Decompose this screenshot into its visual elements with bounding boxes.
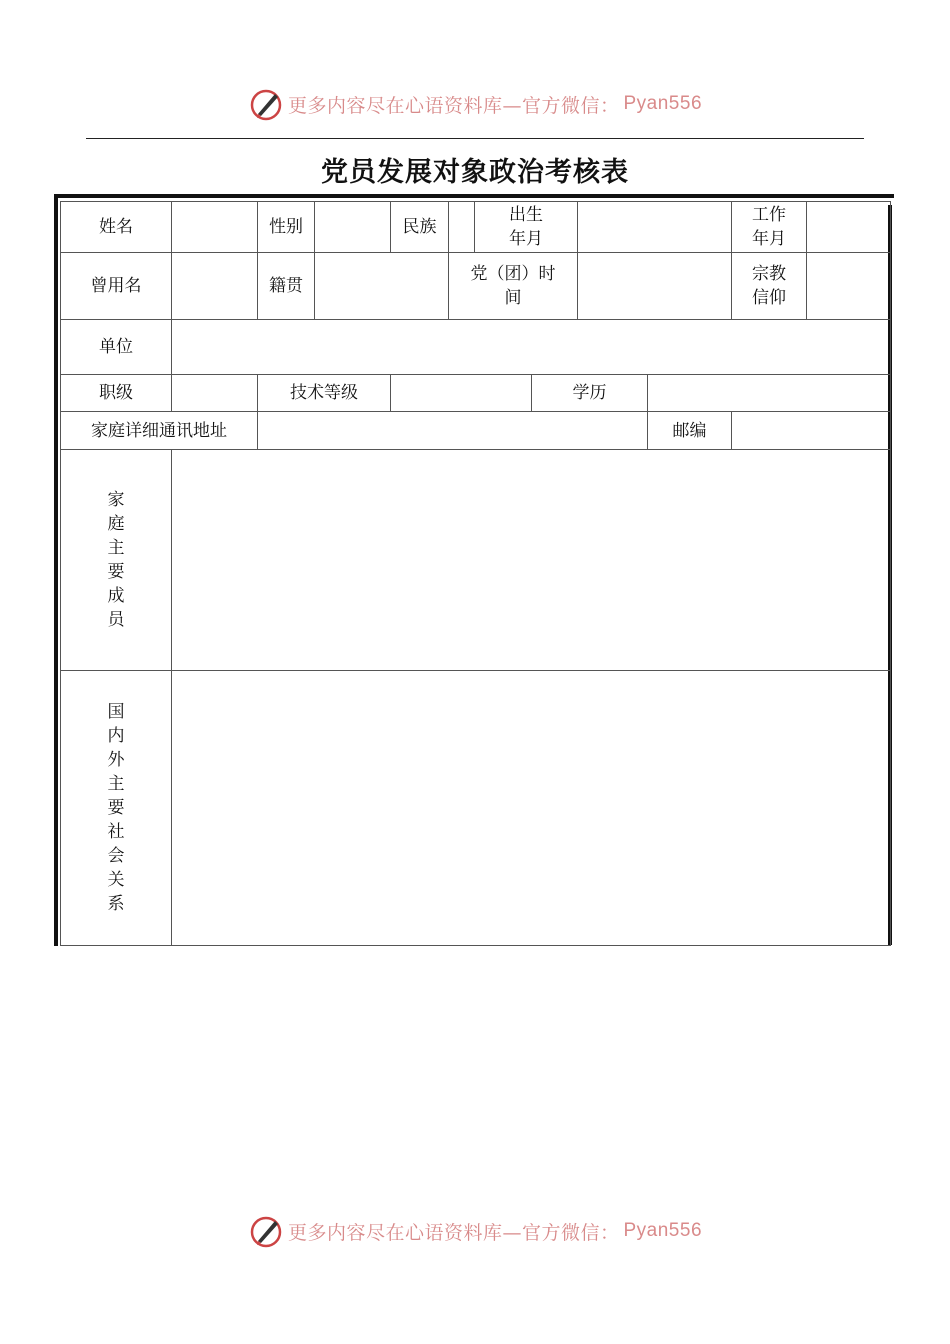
label-party-line1: 党（团）时	[470, 264, 556, 284]
watermark-bottom	[0, 1213, 950, 1249]
watermark-handle: Pyan556	[623, 1220, 703, 1241]
header-rule	[86, 138, 864, 139]
label-unit: 单位	[61, 320, 172, 375]
field-rank[interactable]	[172, 375, 258, 412]
row-family-members	[61, 450, 891, 671]
field-family-members[interactable]	[172, 450, 891, 671]
label-postcode: 邮编	[648, 412, 732, 450]
label-address: 家庭详细通讯地址	[61, 412, 258, 450]
row-unit	[61, 320, 891, 375]
political-review-form	[60, 201, 891, 946]
label-former-name: 曾用名	[61, 253, 172, 320]
field-tech-grade[interactable]	[391, 375, 532, 412]
label-family-members: 家 庭 主 要 成 员	[61, 450, 172, 671]
field-party-join-date[interactable]	[578, 253, 732, 320]
label-religion	[732, 253, 807, 320]
field-education[interactable]	[648, 375, 891, 412]
label-work-line2: 年月	[752, 229, 786, 249]
label-work-line1: 工作	[752, 205, 786, 225]
field-address[interactable]	[258, 412, 648, 450]
row-background	[61, 253, 891, 320]
row-basic-info	[61, 202, 891, 253]
pen-circle-logo-icon	[248, 86, 284, 122]
label-work-date	[732, 202, 807, 253]
label-rank: 职级	[61, 375, 172, 412]
label-religion-line2: 信仰	[752, 288, 786, 308]
field-former-name[interactable]	[172, 253, 258, 320]
field-social-relations[interactable]	[172, 671, 891, 946]
label-social-relations: 国 内 外 主 要 社 会 关 系	[61, 671, 172, 946]
label-name: 姓名	[61, 202, 172, 253]
field-birth-date[interactable]	[578, 202, 732, 253]
label-ethnicity: 民族	[391, 202, 449, 253]
row-social-relations	[61, 671, 891, 946]
label-tech-grade: 技术等级	[258, 375, 391, 412]
watermark-top	[0, 86, 950, 122]
label-party-line2: 间	[504, 288, 522, 308]
pen-circle-logo-icon	[248, 1213, 284, 1249]
row-address	[61, 412, 891, 450]
label-birth-line2: 年月	[509, 229, 543, 249]
label-birth-line1: 出生	[509, 205, 543, 225]
field-native-place[interactable]	[315, 253, 449, 320]
watermark-text: 更多内容尽在心语资料库—官方微信：	[287, 1221, 620, 1244]
field-gender[interactable]	[315, 202, 391, 253]
label-religion-line1: 宗教	[752, 264, 786, 284]
document-title: 党员发展对象政治考核表	[321, 157, 629, 188]
watermark-text: 更多内容尽在心语资料库—官方微信：	[287, 94, 620, 117]
label-native-place: 籍贯	[258, 253, 315, 320]
field-religion[interactable]	[807, 253, 891, 320]
field-name[interactable]	[172, 202, 258, 253]
label-gender: 性别	[258, 202, 315, 253]
watermark-handle: Pyan556	[623, 93, 703, 114]
label-education: 学历	[532, 375, 648, 412]
field-work-date[interactable]	[807, 202, 891, 253]
row-rank	[61, 375, 891, 412]
field-postcode[interactable]	[732, 412, 891, 450]
label-party-join-date	[449, 253, 578, 320]
label-birth-date	[475, 202, 578, 253]
field-unit[interactable]	[172, 320, 891, 375]
field-ethnicity[interactable]	[449, 202, 475, 253]
